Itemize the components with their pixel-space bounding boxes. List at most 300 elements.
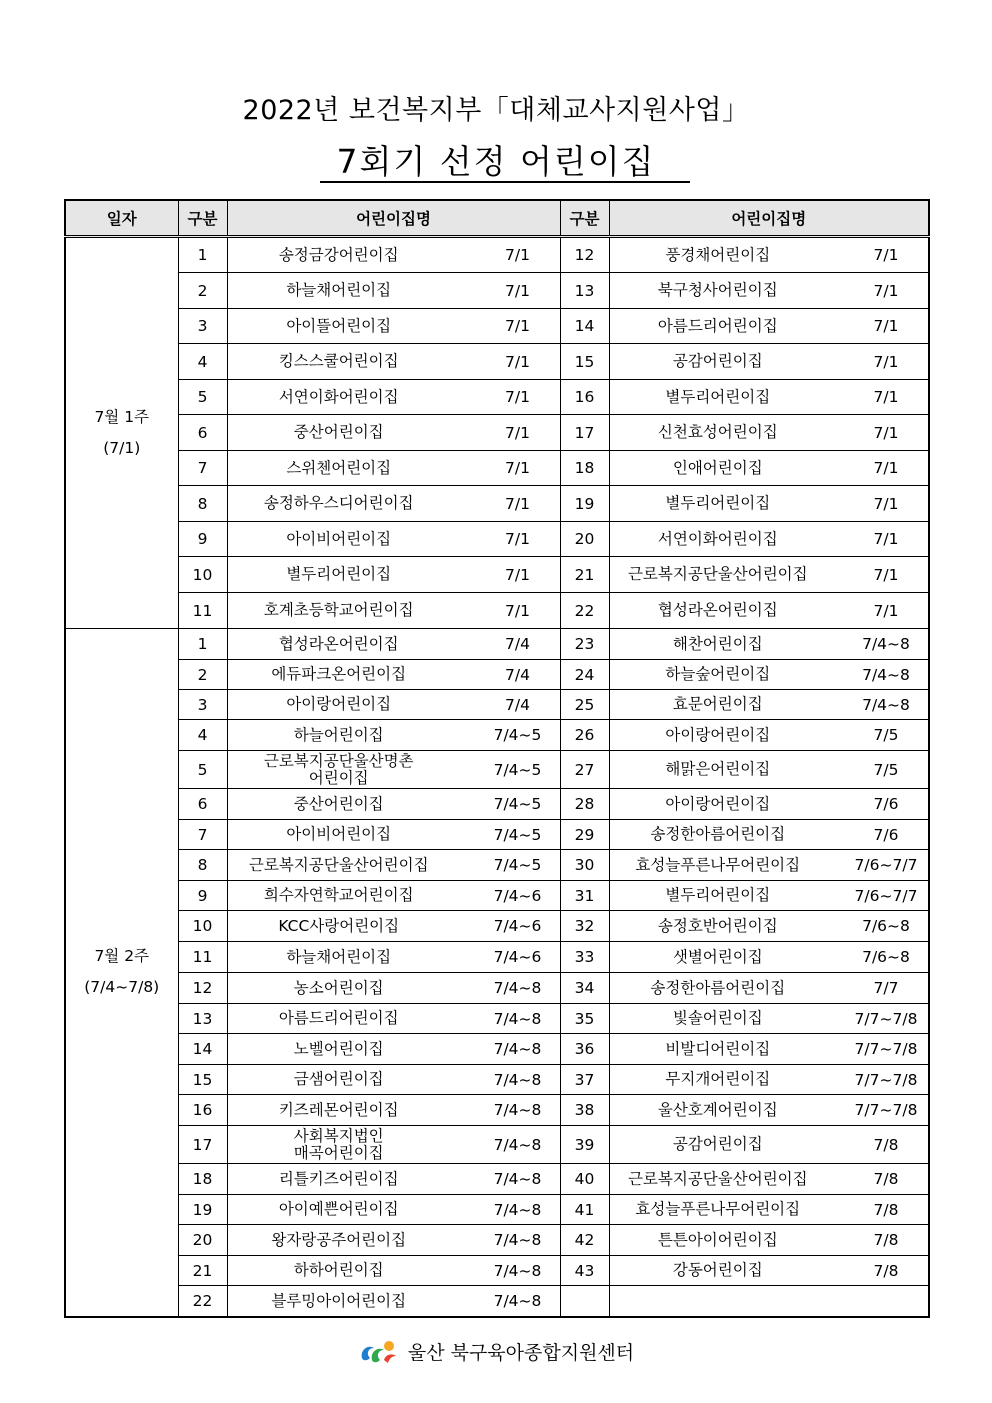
table-row bbox=[65, 660, 929, 690]
title-underline bbox=[320, 181, 690, 183]
center-name-2: 샛별어린이집 bbox=[672, 947, 763, 966]
center-name-2: 인애어린이집 bbox=[672, 458, 763, 477]
row-number-2: 15 bbox=[560, 344, 609, 380]
center-date-2: 7/8 bbox=[873, 1135, 899, 1154]
center-name: 중산어린이집 bbox=[293, 423, 384, 442]
center-name-2: 아름드리어린이집 bbox=[657, 316, 778, 335]
center-name: 사회복지법인 매곡어린이집 bbox=[293, 1127, 384, 1162]
row-number-2: 31 bbox=[560, 881, 609, 911]
table-row bbox=[65, 881, 929, 911]
row-number: 20 bbox=[178, 1225, 227, 1256]
center-date: 7/4~8 bbox=[493, 1135, 542, 1154]
table-row bbox=[65, 690, 929, 720]
row-number: 5 bbox=[178, 380, 227, 415]
center-cell-2 bbox=[609, 789, 929, 820]
center-name-2: 해맑은어린이집 bbox=[665, 760, 771, 779]
table-row bbox=[65, 451, 929, 486]
center-cell bbox=[227, 273, 560, 309]
center-cell bbox=[227, 1095, 560, 1126]
center-name-2: 송정호반어린이집 bbox=[657, 916, 778, 935]
table-row bbox=[65, 309, 929, 344]
table-row bbox=[65, 850, 929, 881]
table-row bbox=[65, 380, 929, 415]
table-row bbox=[65, 1164, 929, 1195]
center-date: 7/4 bbox=[505, 665, 530, 684]
table-row bbox=[65, 1034, 929, 1065]
center-cell-2 bbox=[609, 380, 929, 415]
table-row bbox=[65, 1095, 929, 1126]
row-number: 9 bbox=[178, 881, 227, 911]
center-cell bbox=[227, 1065, 560, 1095]
row-number: 5 bbox=[178, 751, 227, 789]
center-date-2: 7/1 bbox=[873, 459, 899, 477]
table-row bbox=[65, 593, 929, 629]
row-number: 21 bbox=[178, 1256, 227, 1286]
center-name: KCC사랑어린이집 bbox=[278, 916, 400, 935]
center-name-2: 무지개어린이집 bbox=[665, 1070, 771, 1089]
row-number-2: 23 bbox=[560, 629, 609, 660]
center-cell bbox=[227, 486, 560, 522]
row-number: 10 bbox=[178, 911, 227, 942]
center-cell bbox=[227, 751, 560, 789]
center-date-2: 7/1 bbox=[873, 423, 899, 442]
center-date: 7/4 bbox=[505, 695, 530, 714]
center-name: 서연이화어린이집 bbox=[278, 387, 399, 406]
center-name-2: 북구청사어린이집 bbox=[657, 281, 778, 300]
org-name: 울산 북구육아종합지원센터 bbox=[407, 1341, 635, 1364]
center-date: 7/4~8 bbox=[493, 1261, 542, 1280]
table-row bbox=[65, 1256, 929, 1286]
center-date-2: 7/7~7/8 bbox=[854, 1101, 918, 1119]
center-cell bbox=[227, 820, 560, 850]
center-cell-2 bbox=[609, 522, 929, 557]
center-cell-2 bbox=[609, 911, 929, 942]
center-name-2: 울산호계어린이집 bbox=[657, 1100, 778, 1119]
week-label: 7월 1주 bbox=[94, 408, 150, 426]
center-date: 7/1 bbox=[505, 246, 530, 264]
center-name-2: 별두리어린이집 bbox=[665, 494, 771, 513]
center-date-2: 7/8 bbox=[873, 1170, 899, 1188]
center-name-2: 풍경채어린이집 bbox=[665, 245, 771, 264]
row-number-2: 22 bbox=[560, 593, 609, 629]
center-date-2: 7/6~8 bbox=[862, 948, 910, 966]
row-number: 9 bbox=[178, 522, 227, 557]
center-date-2: 7/7~7/8 bbox=[854, 1040, 918, 1058]
row-number-2: 39 bbox=[560, 1126, 609, 1164]
center-cell bbox=[227, 1004, 560, 1034]
row-number: 2 bbox=[178, 660, 227, 690]
center-name-2: 공감어린이집 bbox=[672, 352, 763, 371]
center-date: 7/1 bbox=[505, 565, 530, 584]
center-date: 7/4~6 bbox=[493, 917, 542, 935]
table-body bbox=[65, 237, 929, 1317]
center-cell bbox=[227, 309, 560, 344]
row-number: 4 bbox=[178, 720, 227, 751]
center-date-2: 7/4~8 bbox=[862, 635, 910, 653]
center-name-2: 근로복지공단울산어린이집 bbox=[627, 565, 808, 584]
center-name: 노벨어린이집 bbox=[293, 1039, 384, 1058]
center-cell-2 bbox=[609, 344, 929, 380]
center-date-2: 7/4~8 bbox=[862, 695, 910, 714]
center-cell bbox=[227, 660, 560, 690]
row-number-2: 13 bbox=[560, 273, 609, 309]
center-date: 7/1 bbox=[505, 459, 530, 477]
center-date-2: 7/5 bbox=[873, 760, 899, 779]
center-name: 키즈레몬어린이집 bbox=[278, 1100, 399, 1119]
table-row bbox=[65, 1195, 929, 1225]
center-name: 아이비어린이집 bbox=[286, 529, 392, 548]
table-row bbox=[65, 820, 929, 850]
center-date: 7/1 bbox=[505, 352, 530, 371]
center-date-2: 7/7 bbox=[873, 979, 899, 997]
row-number: 22 bbox=[178, 1286, 227, 1317]
row-number: 6 bbox=[178, 789, 227, 820]
center-date-2: 7/1 bbox=[873, 494, 899, 513]
center-date: 7/4~8 bbox=[493, 1170, 542, 1188]
center-cell-2 bbox=[609, 415, 929, 451]
center-name: 하늘채어린이집 bbox=[286, 281, 392, 300]
center-date: 7/1 bbox=[505, 494, 530, 513]
center-name: 송정금강어린이집 bbox=[278, 245, 399, 264]
center-date-2: 7/1 bbox=[873, 601, 899, 620]
center-name: 중산어린이집 bbox=[293, 794, 384, 813]
center-cell-2 bbox=[609, 629, 929, 660]
center-name-2: 효성늘푸른나무어린이집 bbox=[635, 855, 801, 874]
center-name-2: 협성라온어린이집 bbox=[657, 601, 778, 620]
center-cell bbox=[227, 850, 560, 881]
week-label: 7월 2주 bbox=[94, 947, 150, 966]
center-date: 7/4~8 bbox=[493, 1231, 542, 1249]
center-cell bbox=[227, 911, 560, 942]
center-cell-2 bbox=[609, 660, 929, 690]
row-number: 18 bbox=[178, 1164, 227, 1195]
row-number: 2 bbox=[178, 273, 227, 309]
center-date: 7/4~6 bbox=[493, 948, 542, 966]
table-row bbox=[65, 344, 929, 380]
center-cell-2 bbox=[609, 1065, 929, 1095]
header-name: 어린이집명 bbox=[227, 200, 560, 237]
row-number-2: 30 bbox=[560, 850, 609, 881]
center-date-2: 7/1 bbox=[873, 530, 899, 548]
center-cell bbox=[227, 881, 560, 911]
center-cell bbox=[227, 720, 560, 751]
center-date: 7/1 bbox=[505, 530, 530, 548]
header-no: 구분 bbox=[178, 200, 227, 237]
center-cell bbox=[227, 1034, 560, 1065]
table-row bbox=[65, 557, 929, 593]
row-number-2: 14 bbox=[560, 309, 609, 344]
center-cell bbox=[227, 789, 560, 820]
table-row bbox=[65, 1004, 929, 1034]
row-number-2: 38 bbox=[560, 1095, 609, 1126]
center-name: 별두리어린이집 bbox=[286, 565, 392, 584]
center-name: 아이예쁜어린이집 bbox=[278, 1200, 399, 1219]
center-cell-2 bbox=[609, 850, 929, 881]
row-number: 15 bbox=[178, 1065, 227, 1095]
center-name: 아름드리어린이집 bbox=[278, 1009, 399, 1028]
row-number-2: 18 bbox=[560, 451, 609, 486]
center-date-2: 7/4~8 bbox=[862, 665, 910, 684]
table-row bbox=[65, 1225, 929, 1256]
center-cell-2 bbox=[609, 1126, 929, 1164]
selection-table bbox=[64, 199, 930, 1318]
row-number: 11 bbox=[178, 942, 227, 973]
table-header-row bbox=[65, 200, 929, 237]
center-cell-2 bbox=[609, 309, 929, 344]
center-date: 7/4~8 bbox=[493, 1070, 542, 1089]
row-number-2: 32 bbox=[560, 911, 609, 942]
row-number: 13 bbox=[178, 1004, 227, 1034]
center-name: 에듀파크온어린이집 bbox=[271, 665, 407, 684]
table-row bbox=[65, 751, 929, 789]
center-name-2: 튼튼아이어린이집 bbox=[657, 1230, 778, 1249]
table-row bbox=[65, 486, 929, 522]
center-name: 왕자랑공주어린이집 bbox=[271, 1230, 407, 1249]
row-number-2: 26 bbox=[560, 720, 609, 751]
row-number-2: 27 bbox=[560, 751, 609, 789]
center-date-2: 7/8 bbox=[873, 1200, 899, 1219]
center-cell-2 bbox=[609, 593, 929, 629]
row-number-2: 12 bbox=[560, 237, 609, 273]
center-date: 7/4~8 bbox=[493, 1009, 542, 1028]
row-number-2: 42 bbox=[560, 1225, 609, 1256]
footer bbox=[0, 1336, 992, 1366]
center-date: 7/4 bbox=[505, 635, 530, 653]
center-name: 근로복지공단울산어린이집 bbox=[248, 855, 429, 874]
center-name-2: 해찬어린이집 bbox=[672, 634, 763, 653]
center-cell-2 bbox=[609, 1225, 929, 1256]
center-date-2: 7/1 bbox=[873, 352, 899, 371]
row-number-2: 36 bbox=[560, 1034, 609, 1065]
center-date: 7/1 bbox=[505, 281, 530, 300]
center-date-2: 7/1 bbox=[873, 317, 899, 335]
center-cell-2 bbox=[609, 237, 929, 273]
center-name: 금샘어린이집 bbox=[293, 1070, 384, 1089]
center-date: 7/1 bbox=[505, 388, 530, 406]
table-row bbox=[65, 720, 929, 751]
row-number: 16 bbox=[178, 1095, 227, 1126]
center-logo-icon bbox=[358, 1336, 402, 1366]
table-row bbox=[65, 973, 929, 1004]
row-number: 17 bbox=[178, 1126, 227, 1164]
center-cell bbox=[227, 1126, 560, 1164]
center-cell-2 bbox=[609, 1004, 929, 1034]
center-name: 블루밍아이어린이집 bbox=[271, 1291, 407, 1310]
title-line1: 2022년 보건복지부「대체교사지원사업」 bbox=[242, 95, 750, 126]
center-date-2: 7/1 bbox=[873, 246, 899, 264]
row-number: 11 bbox=[178, 593, 227, 629]
center-date-2: 7/7~7/8 bbox=[854, 1009, 918, 1028]
center-date-2: 7/6~7/7 bbox=[854, 856, 918, 874]
week-range: (7/4~7/8) bbox=[84, 978, 160, 997]
center-cell bbox=[227, 593, 560, 629]
row-number: 1 bbox=[178, 629, 227, 660]
row-number: 12 bbox=[178, 973, 227, 1004]
row-number: 14 bbox=[178, 1034, 227, 1065]
center-cell-2 bbox=[609, 451, 929, 486]
center-date: 7/4~6 bbox=[493, 886, 542, 905]
center-cell bbox=[227, 629, 560, 660]
row-number: 19 bbox=[178, 1195, 227, 1225]
center-name: 근로복지공단울산명촌 어린이집 bbox=[263, 752, 414, 787]
center-name: 하하어린이집 bbox=[293, 1261, 384, 1280]
center-date-2: 7/8 bbox=[873, 1261, 899, 1280]
row-number: 3 bbox=[178, 690, 227, 720]
center-name-2: 강동어린이집 bbox=[672, 1261, 763, 1280]
row-number-2: 28 bbox=[560, 789, 609, 820]
table-row bbox=[65, 1126, 929, 1164]
center-date-2: 7/8 bbox=[873, 1231, 899, 1249]
row-number-2: 20 bbox=[560, 522, 609, 557]
center-date: 7/1 bbox=[505, 601, 530, 620]
center-cell-2 bbox=[609, 820, 929, 850]
row-number: 8 bbox=[178, 850, 227, 881]
center-date-2: 7/6~8 bbox=[862, 917, 910, 935]
center-name: 호계초등학교어린이집 bbox=[263, 601, 414, 620]
center-name: 협성라온어린이집 bbox=[278, 634, 399, 653]
row-number-2 bbox=[560, 1286, 609, 1317]
center-name-2: 빛솔어린이집 bbox=[672, 1009, 763, 1028]
center-cell bbox=[227, 237, 560, 273]
center-date-2: 7/7~7/8 bbox=[854, 1070, 918, 1089]
center-date: 7/4~8 bbox=[493, 1200, 542, 1219]
center-cell-2 bbox=[609, 486, 929, 522]
center-cell bbox=[227, 1225, 560, 1256]
center-cell-2 bbox=[609, 942, 929, 973]
center-name-2: 비발디어린이집 bbox=[665, 1039, 771, 1058]
center-date: 7/4~8 bbox=[493, 1101, 542, 1119]
row-number: 7 bbox=[178, 451, 227, 486]
center-cell-2 bbox=[609, 973, 929, 1004]
center-name: 하늘어린이집 bbox=[293, 725, 384, 744]
table-row bbox=[65, 911, 929, 942]
center-name: 리틀키즈어린이집 bbox=[278, 1169, 399, 1188]
center-date: 7/4~8 bbox=[493, 979, 542, 997]
center-cell bbox=[227, 522, 560, 557]
center-cell bbox=[227, 1195, 560, 1225]
row-number-2: 21 bbox=[560, 557, 609, 593]
row-number: 1 bbox=[178, 237, 227, 273]
center-name-2: 효성늘푸른나무어린이집 bbox=[635, 1200, 801, 1219]
table-row bbox=[65, 789, 929, 820]
center-cell bbox=[227, 690, 560, 720]
center-date: 7/4~8 bbox=[493, 1291, 542, 1310]
row-number-2: 35 bbox=[560, 1004, 609, 1034]
row-number: 10 bbox=[178, 557, 227, 593]
center-name-2: 근로복지공단울산어린이집 bbox=[627, 1169, 808, 1188]
center-name: 송정하우스디어린이집 bbox=[263, 494, 414, 513]
table-row bbox=[65, 522, 929, 557]
center-name-2: 별두리어린이집 bbox=[665, 387, 771, 406]
center-date: 7/4~5 bbox=[493, 856, 542, 874]
center-cell bbox=[227, 557, 560, 593]
row-number-2: 24 bbox=[560, 660, 609, 690]
center-name: 하늘채어린이집 bbox=[286, 947, 392, 966]
header-date: 일자 bbox=[65, 200, 178, 237]
table-row bbox=[65, 942, 929, 973]
table-row bbox=[65, 1286, 929, 1317]
row-number-2: 41 bbox=[560, 1195, 609, 1225]
center-cell bbox=[227, 942, 560, 973]
center-cell-2 bbox=[609, 1286, 929, 1317]
center-cell-2 bbox=[609, 1256, 929, 1286]
center-cell-2 bbox=[609, 1095, 929, 1126]
center-date-2: 7/1 bbox=[873, 565, 899, 584]
center-cell bbox=[227, 973, 560, 1004]
center-name-2: 신천효성어린이집 bbox=[657, 423, 778, 442]
row-number-2: 34 bbox=[560, 973, 609, 1004]
table-row bbox=[65, 629, 929, 660]
header-name-2: 어린이집명 bbox=[609, 200, 929, 237]
center-cell-2 bbox=[609, 557, 929, 593]
center-name: 킹스스쿨어린이집 bbox=[278, 352, 399, 371]
center-cell-2 bbox=[609, 720, 929, 751]
center-name: 아이뜰어린이집 bbox=[286, 316, 392, 335]
center-name-2: 송정한아름어린이집 bbox=[650, 825, 786, 844]
row-number: 7 bbox=[178, 820, 227, 850]
row-number: 4 bbox=[178, 344, 227, 380]
page-title: 7회기 선정 어린이집 bbox=[336, 142, 656, 181]
center-name: 아이비어린이집 bbox=[286, 825, 392, 844]
row-number-2: 19 bbox=[560, 486, 609, 522]
center-cell bbox=[227, 451, 560, 486]
row-number-2: 43 bbox=[560, 1256, 609, 1286]
table-row bbox=[65, 237, 929, 273]
row-number-2: 33 bbox=[560, 942, 609, 973]
center-cell bbox=[227, 1286, 560, 1317]
center-date: 7/4~5 bbox=[493, 795, 542, 813]
center-date-2: 7/1 bbox=[873, 388, 899, 406]
week-range: (7/1) bbox=[103, 439, 141, 457]
header-no-2: 구분 bbox=[560, 200, 609, 237]
row-number-2: 29 bbox=[560, 820, 609, 850]
center-cell-2 bbox=[609, 690, 929, 720]
center-name-2: 공감어린이집 bbox=[672, 1135, 763, 1154]
center-name-2: 송정한아름어린이집 bbox=[650, 978, 786, 997]
center-cell bbox=[227, 380, 560, 415]
center-cell-2 bbox=[609, 273, 929, 309]
center-date: 7/4~8 bbox=[493, 1040, 542, 1058]
center-name: 희수자연학교어린이집 bbox=[263, 886, 414, 905]
center-date-2: 7/6 bbox=[873, 825, 899, 844]
row-number-2: 25 bbox=[560, 690, 609, 720]
table-row bbox=[65, 273, 929, 309]
row-number-2: 16 bbox=[560, 380, 609, 415]
center-name-2: 아이랑어린이집 bbox=[665, 794, 771, 813]
center-name: 아이랑어린이집 bbox=[286, 695, 392, 714]
center-name-2: 효문어린이집 bbox=[672, 695, 763, 714]
center-cell bbox=[227, 344, 560, 380]
center-name-2: 아이랑어린이집 bbox=[665, 725, 771, 744]
center-name-2: 하늘숲어린이집 bbox=[665, 665, 771, 684]
center-cell-2 bbox=[609, 751, 929, 789]
row-number-2: 40 bbox=[560, 1164, 609, 1195]
row-number: 8 bbox=[178, 486, 227, 522]
center-cell bbox=[227, 1164, 560, 1195]
center-date: 7/4~5 bbox=[493, 825, 542, 844]
center-date: 7/1 bbox=[505, 423, 530, 442]
table-row bbox=[65, 1065, 929, 1095]
center-cell-2 bbox=[609, 1034, 929, 1065]
center-name: 스위첸어린이집 bbox=[286, 458, 392, 477]
center-name: 농소어린이집 bbox=[293, 978, 384, 997]
row-number: 3 bbox=[178, 309, 227, 344]
center-date: 7/4~5 bbox=[493, 726, 542, 744]
row-number-2: 17 bbox=[560, 415, 609, 451]
center-cell bbox=[227, 415, 560, 451]
center-name-2: 서연이화어린이집 bbox=[657, 529, 778, 548]
center-date-2: 7/1 bbox=[873, 281, 899, 300]
